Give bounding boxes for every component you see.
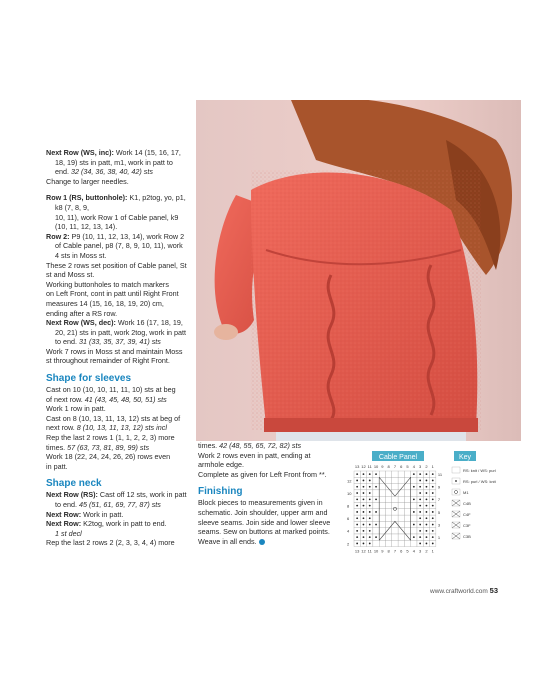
chart-cell — [379, 484, 385, 490]
chart-row-number: 4 — [347, 528, 350, 534]
chart-col-number: 11 — [367, 548, 372, 554]
row-label: Next Row (WS, inc): — [46, 148, 114, 157]
pattern-line: to end. 31 (33, 35, 37, 39, 41) sts — [55, 337, 161, 347]
purl-dot — [432, 543, 434, 545]
purl-dot — [369, 536, 371, 538]
key-label: C3F — [463, 523, 471, 528]
purl-dot — [363, 511, 365, 513]
chart-cell — [398, 503, 404, 509]
pattern-line: schematic. Join shoulder, upper arm and — [198, 507, 328, 517]
chart-cell — [373, 490, 379, 496]
purl-dot — [375, 524, 377, 526]
pattern-line: Complete as given for Left Front from **. — [198, 469, 327, 479]
pattern-line: 18, 19) sts in patt, m1, work in patt to — [55, 157, 173, 167]
section-heading: Shape for sleeves — [46, 373, 132, 385]
chart-cell — [392, 528, 398, 534]
purl-dot — [356, 524, 358, 526]
pattern-line: 10, 11), work Row 1 of Cable panel, k9 — [55, 212, 179, 222]
purl-dot — [413, 524, 415, 526]
chart-cell — [398, 496, 404, 502]
chart-cell — [373, 528, 379, 534]
purl-dot — [363, 524, 365, 526]
purl-dot — [375, 511, 377, 513]
chart-cell — [379, 521, 385, 527]
purl-dot — [369, 480, 371, 482]
purl-dot — [375, 473, 377, 475]
purl-dot — [413, 486, 415, 488]
pattern-line: measures 14 (15, 16, 18, 19, 20) cm, — [46, 298, 164, 308]
chart-col-number: 8 — [387, 464, 390, 469]
stitch-count: 45 (51, 61, 69, 77, 87) sts — [78, 500, 161, 509]
purl-dot — [432, 473, 434, 475]
purl-dot — [356, 492, 358, 494]
chart-row-number: 10 — [347, 490, 352, 496]
chart-col-number: 6 — [400, 548, 403, 554]
purl-dot — [432, 486, 434, 488]
purl-dot — [419, 530, 421, 532]
purl-dot — [356, 486, 358, 488]
pattern-line: (10, 11, 12, 13, 14). — [55, 222, 118, 232]
chart-cell — [404, 521, 410, 527]
chart-cell — [386, 540, 392, 546]
purl-dot — [432, 480, 434, 482]
stitch-count: 32 (34, 36, 38, 40, 42) sts — [71, 167, 153, 177]
purl-dot — [363, 536, 365, 538]
key-label: RS: purl / WS: knit — [463, 479, 496, 484]
purl-dot — [432, 511, 434, 513]
pattern-line — [46, 529, 196, 539]
chart-row-number: 9 — [437, 484, 441, 490]
purl-dot — [419, 505, 421, 507]
pattern-line: Next Row (WS, inc): Work 14 (15, 16, 17, — [46, 148, 181, 157]
chart-cell — [392, 484, 398, 490]
stitch-count: 1 st decl — [55, 528, 82, 538]
purl-dot — [363, 517, 365, 519]
chart-col-number: 2 — [425, 548, 428, 554]
chart-col-number: 4 — [412, 548, 415, 554]
chart-cell — [398, 515, 404, 521]
purl-dot — [419, 511, 421, 513]
chart-cell — [373, 515, 379, 521]
pattern-line: of Cable panel, p8 (7, 8, 9, 10, 11), work — [55, 241, 183, 251]
purl-dot — [432, 524, 434, 526]
pattern-line: Row 1 (RS, buttonhole): K1, p2tog, yo, p1, — [46, 193, 186, 203]
pattern-line: Block pieces to measurements given in — [198, 498, 323, 508]
pattern-line: to end. 45 (51, 61, 69, 77, 87) sts — [55, 500, 161, 509]
purl-dot — [356, 530, 358, 532]
purl-dot — [369, 517, 371, 519]
chart-row-number: 7 — [437, 497, 441, 503]
purl-dot — [375, 498, 377, 500]
pattern-line: Change to larger needles. — [46, 176, 129, 186]
purl-dot — [426, 536, 428, 538]
chart-cell — [392, 521, 398, 527]
pattern-line: Work 7 rows in Moss st and maintain Moss — [46, 346, 183, 356]
purl-dot — [356, 498, 358, 500]
chart-cell — [392, 540, 398, 546]
chart-cell — [392, 509, 398, 515]
chart-col-number: 11 — [367, 464, 372, 469]
chart-cell — [392, 534, 398, 540]
purl-dot — [426, 473, 428, 475]
pattern-line: times. 42 (48, 55, 65, 72, 82) sts — [198, 441, 302, 450]
purl-dot — [432, 505, 434, 507]
page-footer — [430, 586, 498, 595]
pattern-line: end. 32 (34, 36, 38, 40, 42) sts — [55, 167, 153, 177]
pattern-line: st and Moss st. — [46, 270, 95, 280]
pattern-line: Work 18 (22, 24, 24, 26, 26) rows even — [46, 452, 171, 462]
chart-col-number: 12 — [361, 548, 366, 554]
purl-dot — [426, 505, 428, 507]
pattern-line: seams. Sew on buttons at marked points. — [198, 527, 330, 537]
pattern-line: 20, 21) sts in patt, work 2tog, work in patt — [55, 327, 187, 337]
purl-dot — [369, 486, 371, 488]
chart-row-number: 3 — [437, 522, 441, 528]
chart-cell — [392, 471, 398, 477]
chart-cell — [404, 471, 410, 477]
purl-dot — [413, 511, 415, 513]
stitch-count: 57 (63, 73, 81, 89, 99) sts — [67, 442, 150, 452]
chart-cell — [398, 477, 404, 483]
purl-dot — [413, 536, 415, 538]
cable-panel-chart — [346, 449, 521, 574]
pattern-line: armhole edge. — [198, 460, 244, 470]
chart-cell — [386, 496, 392, 502]
chart-col-number: 12 — [361, 464, 366, 469]
chart-row-number: 8 — [347, 503, 350, 509]
pattern-line: Cast on 8 (10, 13, 11, 13, 12) sts at beg of — [46, 413, 181, 423]
chart-cell — [392, 515, 398, 521]
key-title: Key — [458, 454, 472, 461]
pattern-line: 4 sts in Moss st. — [55, 250, 107, 260]
purl-dot — [369, 524, 371, 526]
purl-dot — [369, 543, 371, 545]
chart-col-number: 1 — [431, 548, 434, 554]
chart-cell — [411, 477, 417, 483]
purl-dot — [419, 473, 421, 475]
purl-dot — [419, 517, 421, 519]
purl-dot — [363, 543, 365, 545]
chart-cell — [411, 503, 417, 509]
row-label: Next Row: — [46, 519, 82, 529]
chart-col-number: 5 — [406, 464, 409, 469]
pattern-line: Row 2: P9 (10, 11, 12, 13, 14), work Row 2 — [46, 231, 185, 241]
purl-dot — [363, 480, 365, 482]
key-label: C4F — [463, 512, 471, 517]
chart-cell — [379, 503, 385, 509]
chart-col-number: 10 — [373, 548, 379, 554]
chart-cell — [404, 484, 410, 490]
pattern-line: Work 2 rows even in patt, ending at — [198, 450, 311, 460]
section-heading: Shape neck — [46, 478, 102, 490]
purl-dot — [369, 498, 371, 500]
purl-dot — [426, 530, 428, 532]
chart-cell — [373, 477, 379, 483]
chart-cell — [373, 540, 379, 546]
chart-title: Cable Panel — [378, 454, 418, 461]
purl-dot — [426, 543, 428, 545]
purl-dot — [356, 473, 358, 475]
pattern-line: Rep the last 2 rows 2 (2, 3, 3, 4, 4) more — [46, 538, 175, 548]
key-swatch — [452, 467, 460, 473]
chart-cell — [386, 534, 392, 540]
chart-col-number: 9 — [381, 548, 384, 554]
end-bullet-icon — [259, 539, 265, 545]
chart-col-number: 1 — [431, 464, 434, 469]
purl-dot — [419, 498, 421, 500]
stitch-count: 41 (43, 45, 48, 50, 51) sts — [84, 394, 167, 404]
purl-dot — [426, 486, 428, 488]
purl-dot — [363, 498, 365, 500]
purl-dot — [363, 486, 365, 488]
pattern-line: Next Row (WS, dec): Work 16 (17, 18, 19, — [46, 318, 183, 328]
chart-cell — [379, 509, 385, 515]
chart-col-number: 6 — [400, 464, 403, 469]
stitch-count: 42 (48, 55, 65, 72, 82) sts — [219, 441, 302, 450]
purl-dot — [426, 517, 428, 519]
chart-row-number: 5 — [437, 509, 441, 515]
purl-dot — [432, 530, 434, 532]
purl-dot — [426, 480, 428, 482]
chart-cell — [392, 477, 398, 483]
purl-dot — [419, 543, 421, 545]
chart-cell — [398, 540, 404, 546]
key-label: C3B — [463, 534, 471, 539]
chart-cell — [379, 528, 385, 534]
purl-dot — [363, 530, 365, 532]
pattern-line: Rep the last 2 rows 1 (1, 1, 2, 2, 3) more — [46, 433, 175, 443]
chart-col-number: 9 — [381, 464, 384, 469]
chart-cell — [411, 515, 417, 521]
chart-cell — [411, 490, 417, 496]
purl-dot — [432, 536, 434, 538]
pattern-line: ending after a RS row. — [46, 308, 118, 318]
chart-cell — [411, 540, 417, 546]
sweater-photo — [196, 100, 521, 441]
key-swatch — [452, 489, 460, 495]
chart-cell — [392, 490, 398, 496]
chart-row-number: 12 — [347, 478, 352, 484]
chart-cell — [379, 490, 385, 496]
row-label: Row 1 (RS, buttonhole): — [46, 193, 128, 203]
spacer — [46, 471, 196, 478]
stitch-count: 31 (33, 35, 37, 39, 41) sts — [78, 337, 161, 347]
chart-cell — [373, 503, 379, 509]
purl-dot — [356, 543, 358, 545]
key-label: M1 — [463, 490, 469, 495]
row-label: Next Row: — [46, 509, 82, 519]
pattern-line: Next Row: K2tog, work in patt to end. — [46, 519, 167, 529]
section-heading: Finishing — [198, 486, 243, 498]
chart-cell — [392, 496, 398, 502]
chart-col-number: 10 — [373, 464, 379, 469]
chart-cell — [379, 471, 385, 477]
purl-dot — [356, 480, 358, 482]
purl-dot — [356, 511, 358, 513]
purl-dot — [363, 473, 365, 475]
chart-cell — [404, 503, 410, 509]
pattern-line: Work 1 row in patt. — [46, 404, 106, 414]
chart-col-number: 7 — [393, 548, 397, 554]
purl-dot — [419, 492, 421, 494]
chart-cell — [404, 509, 410, 515]
chart-col-number: 4 — [412, 464, 415, 469]
pattern-line: Working buttonholes to match markers — [46, 279, 169, 289]
chart-cell — [398, 471, 404, 477]
purl-dot — [419, 524, 421, 526]
pattern-line: Next Row: Work in patt. — [46, 509, 124, 519]
purl-dot — [375, 536, 377, 538]
purl-dot — [369, 511, 371, 513]
purl-dot — [419, 536, 421, 538]
chart-cell — [379, 496, 385, 502]
purl-dot — [426, 492, 428, 494]
chart-col-number: 8 — [387, 548, 390, 554]
chart-col-number: 3 — [419, 464, 422, 469]
purl-dot — [369, 492, 371, 494]
chart-row-number: 2 — [347, 541, 350, 547]
chart-cell — [404, 540, 410, 546]
spacer — [46, 186, 196, 193]
page-number: 53 — [489, 586, 498, 595]
purl-dot — [432, 498, 434, 500]
chart-cell — [411, 528, 417, 534]
pattern-line: in patt. — [46, 461, 68, 471]
chart-cell — [398, 534, 404, 540]
key-label: C4B — [463, 501, 471, 506]
chart-cell — [398, 509, 404, 515]
key-purl-dot — [455, 480, 457, 482]
chart-col-number: 7 — [393, 464, 397, 469]
purl-dot — [356, 517, 358, 519]
pattern-line: These 2 rows set position of Cable panel, St — [46, 260, 187, 270]
chart-cell — [386, 515, 392, 521]
row-label: Row 2: — [46, 231, 70, 241]
chart-cell — [404, 496, 410, 502]
chart-col-number: 5 — [406, 548, 409, 554]
pattern-line: Weave in all ends. — [198, 537, 338, 547]
row-label: Next Row (RS): — [46, 490, 98, 500]
row-label: Next Row (WS, dec): — [46, 318, 116, 328]
chart-cell — [392, 503, 398, 509]
chart-cell — [404, 528, 410, 534]
chart-col-number: 3 — [419, 548, 422, 554]
purl-dot — [419, 480, 421, 482]
pattern-line: Next Row (RS): Cast off 12 sts, work in patt — [46, 490, 187, 500]
pattern-mid-column — [198, 441, 338, 546]
chart-cell — [379, 540, 385, 546]
chart-row-number: 11 — [437, 472, 443, 478]
purl-dot — [432, 492, 434, 494]
purl-dot — [375, 486, 377, 488]
purl-dot — [356, 536, 358, 538]
pattern-line: k8 (7, 8, 9, — [55, 202, 89, 212]
purl-dot — [432, 517, 434, 519]
chart-col-number: 13 — [354, 464, 360, 469]
purl-dot — [426, 524, 428, 526]
chart-cell — [379, 515, 385, 521]
spacer — [198, 479, 338, 486]
chart-row-number: 6 — [347, 516, 350, 522]
chart-cell — [386, 477, 392, 483]
purl-dot — [363, 505, 365, 507]
pattern-line: next row. 8 (10, 13, 11, 13, 12) sts incl — [46, 423, 167, 433]
purl-dot — [419, 486, 421, 488]
chart-cell — [386, 509, 392, 515]
purl-dot — [369, 505, 371, 507]
pattern-line: of next row. 41 (43, 45, 48, 50, 51) sts — [46, 394, 167, 404]
pattern-line: on Left Front, cont in patt until Right Front — [46, 289, 179, 299]
chart-col-number: 2 — [425, 464, 428, 469]
purl-dot — [426, 511, 428, 513]
pattern-line: st throughout remainder of Right Front. — [46, 356, 170, 366]
chart-row-number: 1 — [437, 535, 441, 541]
purl-dot — [369, 530, 371, 532]
chart-cell — [386, 471, 392, 477]
chart-cell — [404, 490, 410, 496]
key-label: RS: knit / WS: purl — [463, 468, 496, 473]
pattern-line: Cast on 10 (10, 10, 11, 11, 10) sts at beg — [46, 385, 176, 395]
chart-cell — [386, 503, 392, 509]
pattern-left-column — [46, 148, 196, 548]
purl-dot — [413, 498, 415, 500]
purl-dot — [413, 473, 415, 475]
purl-dot — [369, 473, 371, 475]
pattern-line: sleeve seams. Join side and lower sleeve — [198, 517, 331, 527]
pattern-line: times. 57 (63, 73, 81, 89, 99) sts — [46, 442, 150, 452]
chart-col-number: 13 — [354, 548, 360, 554]
chart-cell — [404, 515, 410, 521]
site-url: www.craftworld.com — [430, 588, 488, 595]
purl-dot — [363, 492, 365, 494]
stitch-count: 8 (10, 13, 11, 13, 12) sts incl — [76, 423, 167, 433]
purl-dot — [426, 498, 428, 500]
spacer — [46, 366, 196, 373]
purl-dot — [356, 505, 358, 507]
